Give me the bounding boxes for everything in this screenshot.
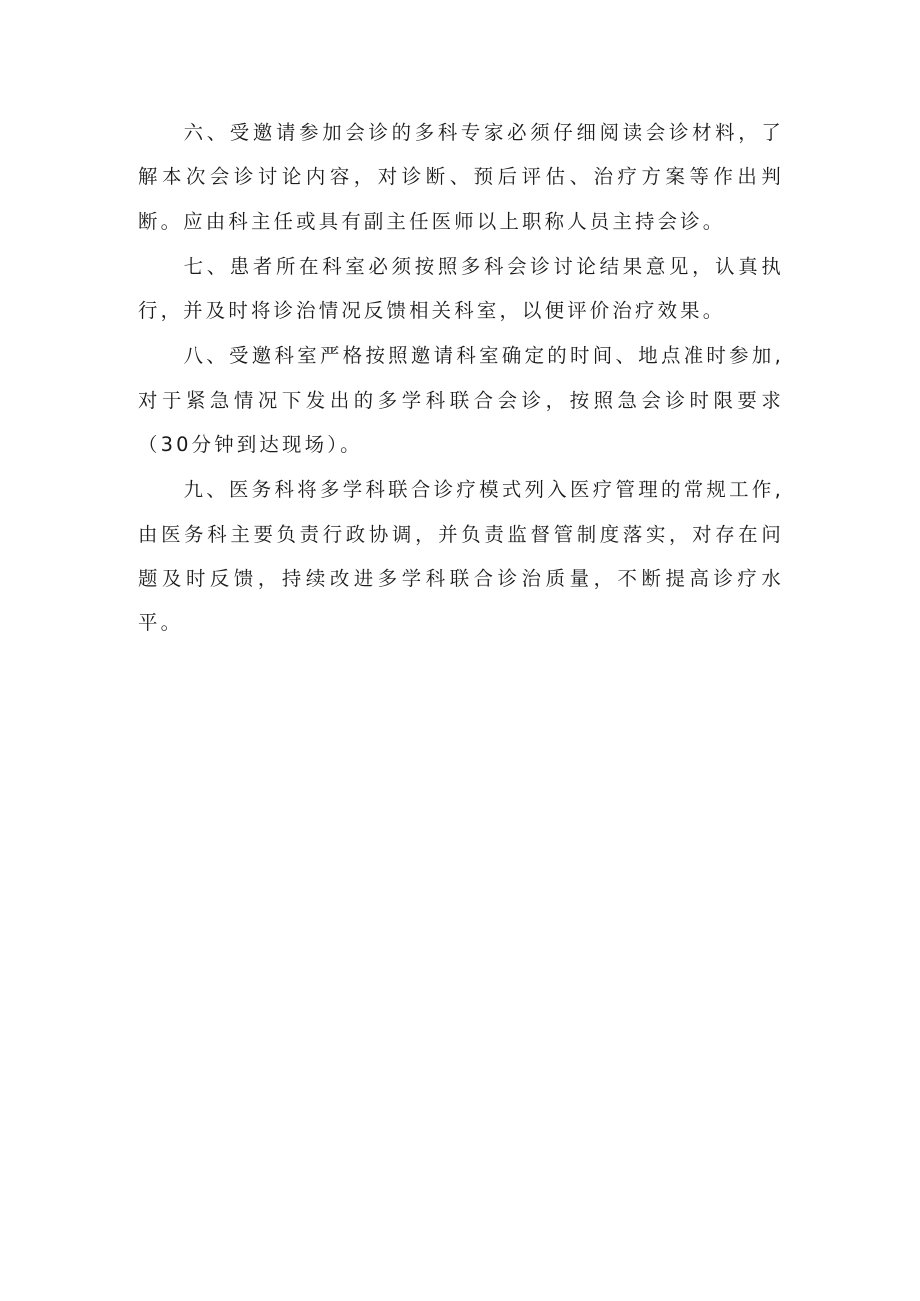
paragraph-seven: 七、患者所在科室必须按照多科会诊讨论结果意见，认真执行，并及时将诊治情况反馈相关科室，以便评价治疗效果。 xyxy=(138,254,784,323)
paragraph-nine: 九、医务科将多学科联合诊疗模式列入医疗管理的常规工作,由医务科主要负责行政协调，并负责监督管制度落实，对存在问题及时反馈，持续改进多学科联合诊治质量，不断提高诊疗水平。 xyxy=(138,478,784,635)
document-body xyxy=(138,111,784,647)
paragraph-eight: 八、受邀科室严格按照邀请科室确定的时间、地点准时参加,对于紧急情况下发出的多学科联合会诊，按照急会诊时限要求（30分钟到达现场）。 xyxy=(138,344,784,457)
paragraph-six: 六、受邀请参加会诊的多科专家必须仔细阅读会诊材料，了解本次会诊讨论内容，对诊断、预后评估、治疗方案等作出判断。应由科主任或具有副主任医师以上职称人员主持会诊。 xyxy=(138,121,784,233)
